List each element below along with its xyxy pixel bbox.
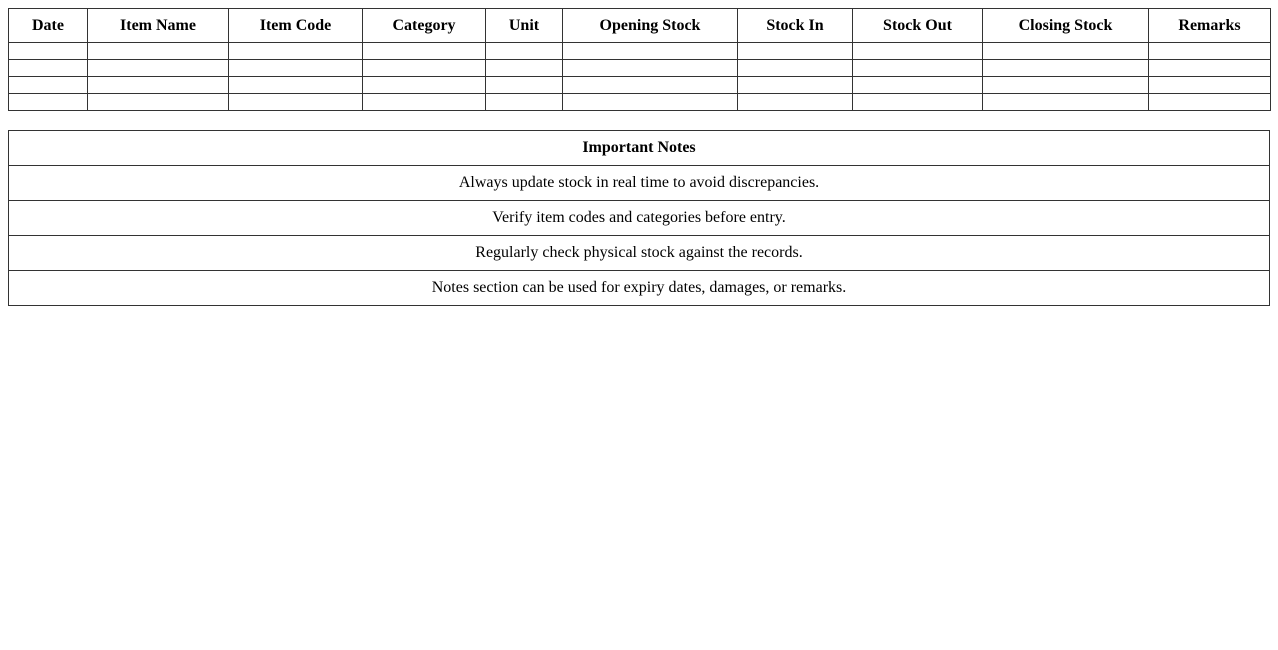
note-item: Regularly check physical stock against the records.	[9, 236, 1270, 271]
column-header-stock-in: Stock In	[738, 9, 853, 43]
inventory-body	[9, 43, 1271, 111]
inventory-table	[8, 8, 1271, 111]
table-cell[interactable]	[738, 77, 853, 94]
table-row	[9, 94, 1271, 111]
table-cell[interactable]	[486, 43, 563, 60]
table-cell[interactable]	[563, 94, 738, 111]
table-cell[interactable]	[363, 60, 486, 77]
table-cell[interactable]	[9, 77, 88, 94]
table-cell[interactable]	[983, 43, 1149, 60]
note-row	[9, 271, 1270, 306]
column-header-remarks: Remarks	[1149, 9, 1271, 43]
column-header-item-code: Item Code	[229, 9, 363, 43]
table-cell[interactable]	[983, 77, 1149, 94]
notes-title: Important Notes	[9, 131, 1270, 166]
table-cell[interactable]	[88, 77, 229, 94]
table-cell[interactable]	[229, 43, 363, 60]
column-header-date: Date	[9, 9, 88, 43]
table-cell[interactable]	[88, 94, 229, 111]
table-cell[interactable]	[1149, 77, 1271, 94]
table-row	[9, 60, 1271, 77]
column-header-category: Category	[363, 9, 486, 43]
column-header-stock-out: Stock Out	[853, 9, 983, 43]
table-cell[interactable]	[363, 43, 486, 60]
table-cell[interactable]	[738, 43, 853, 60]
note-row	[9, 201, 1270, 236]
table-cell[interactable]	[486, 94, 563, 111]
note-item: Always update stock in real time to avoid discrepancies.	[9, 166, 1270, 201]
table-cell[interactable]	[363, 94, 486, 111]
table-cell[interactable]	[738, 60, 853, 77]
table-cell[interactable]	[9, 94, 88, 111]
notes-table	[8, 130, 1270, 306]
column-header-opening-stock: Opening Stock	[563, 9, 738, 43]
table-cell[interactable]	[229, 60, 363, 77]
table-cell[interactable]	[983, 60, 1149, 77]
note-item: Verify item codes and categories before entry.	[9, 201, 1270, 236]
column-header-unit: Unit	[486, 9, 563, 43]
table-cell[interactable]	[563, 77, 738, 94]
notes-header-row	[9, 131, 1270, 166]
table-cell[interactable]	[1149, 60, 1271, 77]
table-cell[interactable]	[983, 94, 1149, 111]
column-header-closing-stock: Closing Stock	[983, 9, 1149, 43]
table-row	[9, 77, 1271, 94]
inventory-header-row	[9, 9, 1271, 43]
column-header-item-name: Item Name	[88, 9, 229, 43]
table-cell[interactable]	[853, 43, 983, 60]
table-cell[interactable]	[229, 94, 363, 111]
note-row	[9, 236, 1270, 271]
note-item: Notes section can be used for expiry dates, damages, or remarks.	[9, 271, 1270, 306]
note-row	[9, 166, 1270, 201]
table-cell[interactable]	[853, 77, 983, 94]
table-cell[interactable]	[88, 60, 229, 77]
table-cell[interactable]	[738, 94, 853, 111]
table-cell[interactable]	[486, 60, 563, 77]
table-cell[interactable]	[9, 60, 88, 77]
table-cell[interactable]	[9, 43, 88, 60]
table-cell[interactable]	[563, 43, 738, 60]
table-cell[interactable]	[88, 43, 229, 60]
table-cell[interactable]	[363, 77, 486, 94]
table-cell[interactable]	[853, 60, 983, 77]
table-cell[interactable]	[229, 77, 363, 94]
table-row	[9, 43, 1271, 60]
table-cell[interactable]	[563, 60, 738, 77]
table-cell[interactable]	[486, 77, 563, 94]
table-cell[interactable]	[1149, 43, 1271, 60]
table-cell[interactable]	[1149, 94, 1271, 111]
table-cell[interactable]	[853, 94, 983, 111]
